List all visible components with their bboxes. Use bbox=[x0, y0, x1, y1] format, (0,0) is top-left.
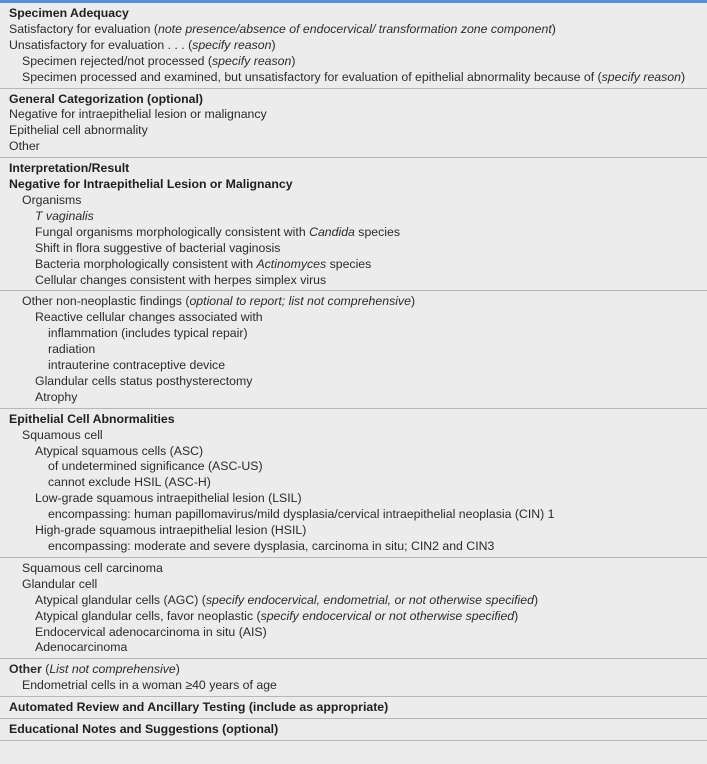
table-line bbox=[0, 678, 707, 694]
table-line bbox=[0, 107, 707, 123]
section-heading bbox=[0, 177, 707, 193]
table-line bbox=[0, 475, 707, 491]
italic-text: specify reason bbox=[601, 69, 681, 84]
italic-text: Candida bbox=[309, 224, 355, 239]
text: Atypical glandular cells, favor neoplastic ( bbox=[35, 608, 261, 623]
text: Epithelial Cell Abnormalities bbox=[9, 411, 175, 426]
table-line bbox=[0, 561, 707, 577]
text: Squamous cell bbox=[22, 427, 103, 442]
table-line bbox=[0, 444, 707, 460]
table-line bbox=[0, 294, 707, 310]
italic-text: specify endocervical, endometrial, or not otherwise specified bbox=[205, 592, 534, 607]
text: species bbox=[326, 256, 372, 271]
table-line bbox=[0, 428, 707, 444]
italic-text: T vaginalis bbox=[35, 208, 94, 223]
text: ) bbox=[533, 592, 539, 607]
table-line bbox=[0, 390, 707, 406]
table-line bbox=[0, 662, 707, 678]
table-line bbox=[0, 22, 707, 38]
table-line bbox=[0, 123, 707, 139]
table-line bbox=[0, 507, 707, 523]
table-line bbox=[0, 609, 707, 625]
text: Specimen processed and examined, but unsatisfactory for evaluation of epithelial abnormality because of ( bbox=[22, 69, 602, 84]
table-section bbox=[0, 719, 707, 741]
text: Interpretation/Result bbox=[9, 161, 130, 176]
table-line bbox=[0, 54, 707, 70]
table-line bbox=[0, 374, 707, 390]
text: ) bbox=[551, 21, 556, 36]
text: Endometrial cells in a woman ≥40 years of age bbox=[22, 678, 277, 693]
text: Specimen Adequacy bbox=[9, 6, 129, 20]
text: ) bbox=[680, 69, 686, 84]
text: Negative for Intraepithelial Lesion or Malignancy bbox=[9, 177, 293, 192]
text: of undetermined significance (ASC-US) bbox=[48, 459, 263, 474]
text: Fungal organisms morphologically consistent with bbox=[35, 224, 310, 239]
table-section bbox=[0, 697, 707, 719]
text: intrauterine contraceptive device bbox=[48, 358, 226, 373]
table-line bbox=[0, 539, 707, 555]
text: Reactive cellular changes associated with bbox=[35, 310, 263, 325]
text: Atrophy bbox=[35, 389, 78, 404]
text: radiation bbox=[48, 342, 96, 357]
table-section bbox=[0, 409, 707, 558]
table-section bbox=[0, 158, 707, 291]
text: ) bbox=[175, 662, 180, 677]
table-section bbox=[0, 3, 707, 89]
section-heading bbox=[0, 722, 707, 738]
table-line bbox=[0, 326, 707, 342]
text: Atypical glandular cells (AGC) ( bbox=[35, 592, 206, 607]
text: Automated Review and Ancillary Testing (include as appropriate) bbox=[9, 700, 389, 715]
table-line bbox=[0, 577, 707, 593]
section-heading bbox=[0, 6, 707, 22]
text: Atypical squamous cells (ASC) bbox=[35, 443, 204, 458]
table-section bbox=[0, 89, 707, 159]
table-line bbox=[0, 310, 707, 326]
italic-text: specify reason bbox=[192, 37, 272, 52]
text: Bacteria morphologically consistent with bbox=[35, 256, 257, 271]
text: Shift in flora suggestive of bacterial vaginosis bbox=[35, 240, 281, 255]
text: Other non-neoplastic findings ( bbox=[22, 294, 190, 309]
italic-text: List not comprehensive bbox=[49, 662, 176, 677]
text: Satisfactory for evaluation ( bbox=[9, 21, 158, 36]
text: Epithelial cell abnormality bbox=[9, 123, 148, 138]
italic-text: specify reason bbox=[212, 53, 292, 68]
italic-text: specify endocervical or not otherwise specified bbox=[260, 608, 515, 623]
text: General Categorization (optional) bbox=[9, 91, 204, 106]
text: Negative for intraepithelial lesion or malignancy bbox=[9, 107, 267, 122]
text: Other bbox=[9, 662, 42, 677]
table-line bbox=[0, 38, 707, 54]
text: ) bbox=[514, 608, 519, 623]
text: Glandular cell bbox=[22, 576, 98, 591]
table-line bbox=[0, 139, 707, 155]
table-section bbox=[0, 558, 707, 659]
table-line bbox=[0, 640, 707, 656]
text: encompassing: moderate and severe dysplasia, carcinoma in situ; CIN2 and CIN3 bbox=[48, 539, 495, 553]
table-line bbox=[0, 342, 707, 358]
text: ) bbox=[271, 37, 276, 52]
text: Cellular changes consistent with herpes simplex virus bbox=[35, 272, 327, 287]
italic-text: optional to report; list not comprehensive bbox=[189, 294, 411, 309]
section-heading bbox=[0, 700, 707, 716]
table-line bbox=[0, 225, 707, 241]
text: ) bbox=[410, 294, 416, 309]
table-line bbox=[0, 273, 707, 289]
table-line bbox=[0, 70, 707, 86]
section-heading bbox=[0, 412, 707, 428]
text: Organisms bbox=[22, 192, 82, 207]
italic-text: note presence/absence of endocervical/ transformation zone component bbox=[158, 21, 552, 36]
section-heading bbox=[0, 92, 707, 108]
text: Squamous cell carcinoma bbox=[22, 560, 163, 575]
text: inflammation (includes typical repair) bbox=[48, 326, 248, 341]
table-line bbox=[0, 209, 707, 225]
table-line bbox=[0, 523, 707, 539]
text: Adenocarcinoma bbox=[35, 640, 128, 655]
text: cannot exclude HSIL (ASC-H) bbox=[48, 475, 211, 490]
table-line bbox=[0, 193, 707, 209]
text: High-grade squamous intraepithelial lesion (HSIL) bbox=[35, 523, 307, 538]
table-line bbox=[0, 358, 707, 374]
table-line bbox=[0, 257, 707, 273]
text: Educational Notes and Suggestions (optional) bbox=[9, 722, 279, 737]
text: encompassing: human papillomavirus/mild dysplasia/cervical intraepithelial neoplasia (CIN) 1 bbox=[48, 507, 555, 522]
text: Low-grade squamous intraepithelial lesion (LSIL) bbox=[35, 491, 302, 506]
text: Glandular cells status posthysterectomy bbox=[35, 373, 253, 388]
italic-text: Actinomyces bbox=[256, 256, 327, 271]
text: Unsatisfactory for evaluation . . . ( bbox=[9, 37, 193, 52]
table-line bbox=[0, 593, 707, 609]
text: ( bbox=[41, 662, 50, 677]
text: ) bbox=[291, 53, 296, 68]
section-heading bbox=[0, 161, 707, 177]
table-line bbox=[0, 625, 707, 641]
table-section bbox=[0, 291, 707, 408]
text: Specimen rejected/not processed ( bbox=[22, 53, 213, 68]
table-line bbox=[0, 459, 707, 475]
table-line bbox=[0, 491, 707, 507]
text: Other bbox=[9, 139, 40, 154]
text: Endocervical adenocarcinoma in situ (AIS) bbox=[35, 624, 267, 639]
table-section bbox=[0, 659, 707, 697]
table-line bbox=[0, 241, 707, 257]
text: species bbox=[354, 224, 401, 239]
